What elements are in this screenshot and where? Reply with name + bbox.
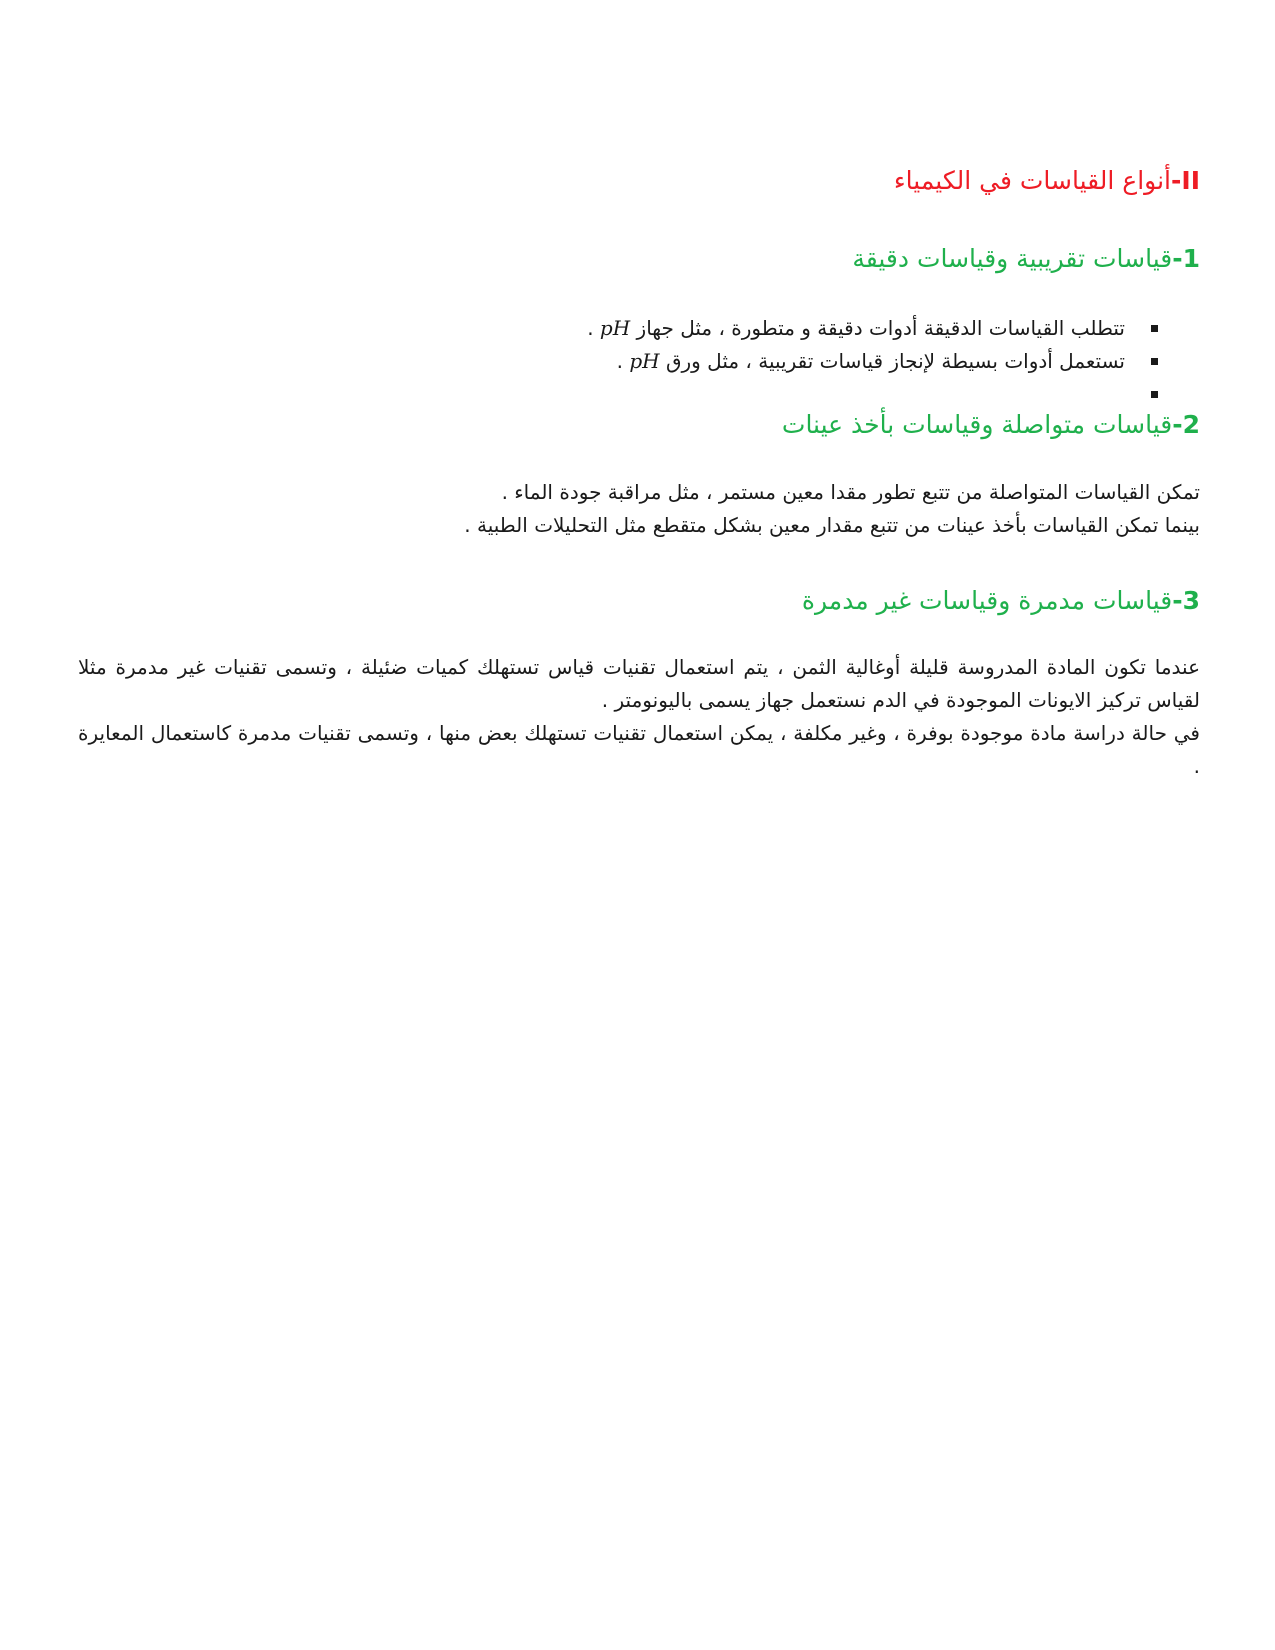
bullet-list bbox=[587, 312, 1200, 411]
list-item-text: تستعمل أدوات بسيطة لإنجاز قياسات تقريبية ، مثل ورق bbox=[659, 349, 1125, 373]
document-page bbox=[78, 0, 1200, 1650]
list-item bbox=[587, 345, 1200, 378]
section-heading-text: قياسات مدمرة وقياسات غير مدمرة bbox=[801, 586, 1173, 615]
section-heading-text: قياسات تقريبية وقياسات دقيقة bbox=[852, 244, 1173, 273]
main-title-number: II- bbox=[1171, 166, 1200, 195]
section-number: 1- bbox=[1172, 244, 1200, 273]
main-title-text: أنواع القياسات في الكيمياء bbox=[893, 166, 1171, 195]
section-number: 2- bbox=[1172, 410, 1200, 439]
ph-symbol: pH bbox=[629, 349, 660, 373]
list-item-tail: . bbox=[587, 316, 600, 340]
list-item bbox=[587, 312, 1200, 345]
list-item-empty bbox=[587, 378, 1200, 411]
section-heading-destructive bbox=[802, 586, 1200, 615]
paragraph-line: تمكن القياسات المتواصلة من تتبع تطور مقدا معين مستمر ، مثل مراقبة جودة الماء . bbox=[501, 480, 1200, 504]
list-item-text: تتطلب القياسات الدقيقة أدوات دقيقة و متطورة ، مثل جهاز bbox=[630, 316, 1125, 340]
paragraph-line: بينما تمكن القياسات بأخذ عينات من تتبع مقدار معين بشكل متقطع مثل التحليلات الطبية . bbox=[464, 513, 1200, 537]
square-bullet-icon bbox=[1151, 358, 1158, 365]
ph-symbol: pH bbox=[599, 316, 631, 340]
list-item-tail: . bbox=[616, 349, 630, 373]
section-heading-continuous-sampling bbox=[782, 410, 1200, 439]
section-heading-text: قياسات متواصلة وقياسات بأخذ عينات bbox=[781, 410, 1173, 439]
square-bullet-icon bbox=[1151, 325, 1158, 332]
paragraph-text: في حالة دراسة مادة موجودة بوفرة ، وغير مكلفة ، يمكن استعمال تقنيات تستهلك بعض منها ، وتسمى تقنيات مدمرة كاستعمال المعايرة . bbox=[78, 721, 1200, 778]
square-bullet-icon bbox=[1151, 391, 1158, 398]
section-heading-approximate-precise bbox=[852, 244, 1200, 273]
paragraph-destructive bbox=[78, 651, 1200, 783]
paragraph-text: عندما تكون المادة المدروسة قليلة أوغالية الثمن ، يتم استعمال تقنيات قياس تستهلك كميات ضئيلة ، وتسمى تقنيات غير مدمرة مثلا لقياس تركيز الايونات الموجودة في الدم نستعمل جهاز يسمى باليونومتر . bbox=[78, 655, 1200, 712]
section-number: 3- bbox=[1172, 586, 1200, 615]
paragraph-continuous-sampling bbox=[78, 476, 1200, 542]
main-title bbox=[894, 166, 1200, 195]
